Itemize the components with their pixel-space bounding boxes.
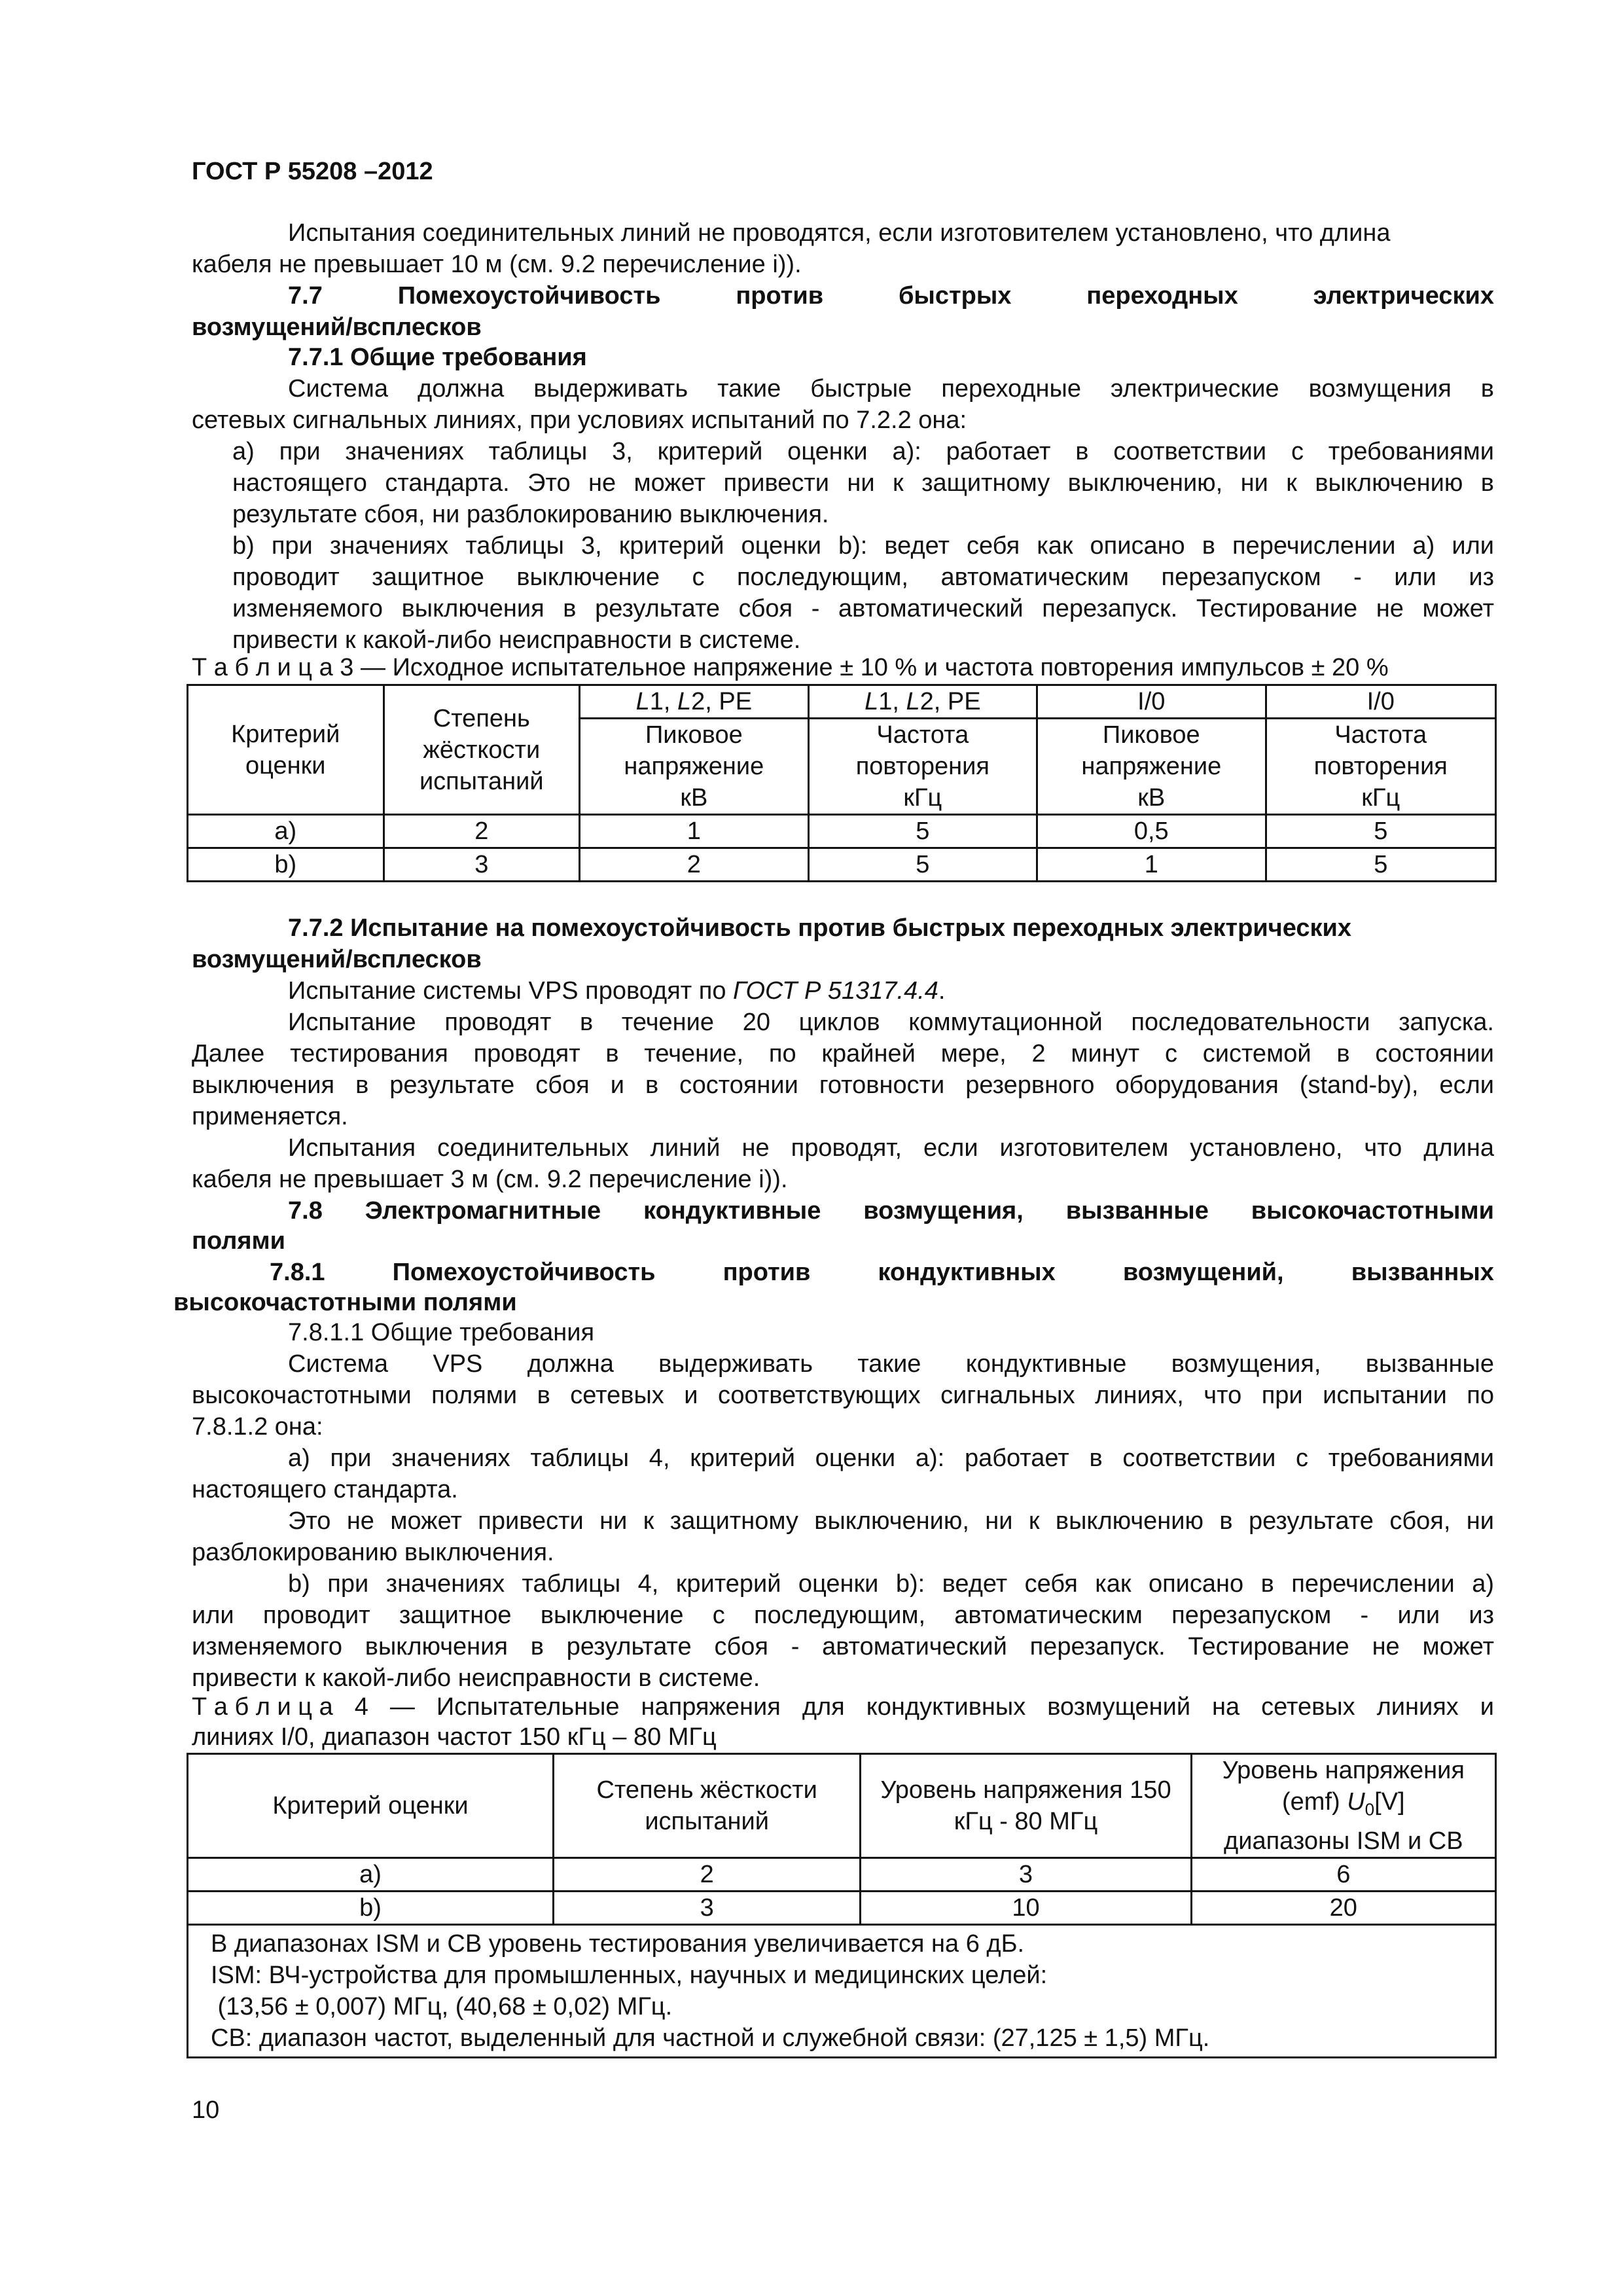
heading-word: 7.8	[288, 1197, 323, 1225]
header-peak: Пиковое напряжение кВ	[1037, 719, 1266, 815]
heading-word: возмущений,	[1122, 1259, 1284, 1286]
paragraph-line: применяется.	[192, 1103, 348, 1130]
list-item-b-line: изменяемого выключения в результате сбоя - автоматический перезапуск. Тестирование не может	[232, 595, 1494, 622]
list-item-b-line: привести к какой-либо неисправности в системе.	[232, 626, 801, 654]
cell: 20	[1191, 1891, 1495, 1924]
cell: 6	[1191, 1857, 1495, 1891]
paragraph-line: сетевых сигнальных линиях, при условиях испытаний по 7.2.2 она:	[192, 406, 967, 434]
paragraph-line: 7.8.1.2 она:	[192, 1413, 323, 1441]
paragraph-line: или проводит защитное выключение с последующим, автоматическим перезапуском - или из	[192, 1602, 1494, 1629]
cell: 3	[861, 1857, 1191, 1891]
heading-continuation: возмущений/всплесков	[192, 946, 482, 973]
table-notes-row	[188, 1924, 1496, 2057]
cell: a)	[188, 815, 384, 848]
paragraph-line: Испытания соединительных линий не проводятся, если изготовителем установлено, что длина	[288, 219, 1391, 247]
heading-word: против	[736, 282, 824, 310]
cell: 1	[1037, 848, 1266, 882]
header-group-io: I/0	[1266, 685, 1495, 719]
table-row	[188, 848, 1496, 882]
heading-word: Электромагнитные	[365, 1197, 601, 1225]
list-item-a-line: настоящего стандарта. Это не может привести ни к защитному выключению, ни к выключению в	[232, 469, 1494, 497]
table-3-caption	[192, 652, 1389, 683]
paragraph-line: кабеля не превышает 3 м (см. 9.2 перечисление i)).	[192, 1166, 788, 1193]
cell: 2	[383, 815, 580, 848]
table-4-caption: Т а б л и ц а 4 — Испытательные напряжения для кондуктивных возмущений на сетевых линиях и	[192, 1693, 1494, 1721]
heading-continuation: полями	[192, 1227, 286, 1255]
header-level: Уровень напряжения 150 кГц - 80 МГц	[861, 1754, 1191, 1858]
header-severity: Степень жёсткости испытаний	[554, 1754, 861, 1858]
cell: 10	[861, 1891, 1191, 1924]
cell: 5	[1266, 815, 1495, 848]
cell: 3	[554, 1891, 861, 1924]
paragraph-line: привести к какой-либо неисправности в системе.	[192, 1664, 760, 1692]
heading-word: возмущения,	[863, 1197, 1024, 1225]
cell: b)	[188, 848, 384, 882]
section-heading-7-7	[288, 280, 1494, 312]
section-heading-7-7-2: 7.7.2 Испытание на помехоустойчивость против быстрых переходных электрических	[288, 914, 1352, 942]
document-header: ГОСТ Р 55208 –2012	[192, 158, 433, 185]
header-group-lines: L1, L2, PE	[808, 685, 1037, 719]
paragraph-line: выключения в результате сбоя и в состоянии готовности резервного оборудования (stand-by), если	[192, 1071, 1494, 1099]
heading-number: 7.7	[288, 282, 323, 310]
cell: a)	[188, 1857, 554, 1891]
paragraph-line: Испытания соединительных линий не проводят, если изготовителем установлено, что длина	[288, 1134, 1494, 1162]
paragraph-line: Далее тестирования проводят в течение, по крайней мере, 2 минут с системой в состоянии	[192, 1040, 1494, 1067]
cell: 2	[554, 1857, 861, 1891]
paragraph-line: Испытание системы VPS проводят по ГОСТ Р 51317.4.4.	[288, 977, 946, 1005]
heading-continuation: высокочастотными полями	[173, 1289, 517, 1316]
header-severity: Степень жёсткости испытаний	[383, 685, 580, 815]
table-row	[188, 1857, 1496, 1891]
heading-word: Помехоустойчивость	[392, 1259, 656, 1286]
list-item-a: a) при значениях таблицы 4, критерий оценки a): работает в соответствии с требованиями	[288, 1444, 1494, 1472]
paragraph-line: настоящего стандарта.	[192, 1476, 458, 1503]
header-peak: Пиковое напряжение кВ	[580, 719, 808, 815]
paragraph-line: Это не может привести ни к защитному выключению, ни к выключению в результате сбоя, ни	[288, 1507, 1494, 1535]
caption-text: — Исходное испытательное напряжение ± 10 % и частота повторения импульсов ± 20 %	[353, 654, 1389, 681]
page-number: 10	[192, 2096, 220, 2124]
cell: 2	[580, 848, 808, 882]
paragraph-line: Система VPS должна выдерживать такие кондуктивные возмущения, вызванные	[288, 1350, 1494, 1378]
list-item-b: b) при значениях таблицы 3, критерий оценки b): ведет себя как описано в перечислении a) или	[232, 532, 1494, 560]
header-criterion: Критерий оценки	[188, 685, 384, 815]
paragraph-line: кабеля не превышает 10 м (см. 9.2 перечисление i)).	[192, 251, 802, 278]
list-item-b: b) при значениях таблицы 4, критерий оценки b): ведет себя как описано в перечислении a)	[288, 1570, 1494, 1598]
paragraph-line: Испытание проводят в течение 20 циклов коммутационной последовательности запуска.	[288, 1009, 1494, 1036]
paragraph-line: разблокированию выключения.	[192, 1539, 554, 1566]
note-line: ISM: ВЧ-устройства для промышленных, научных и медицинских целей:	[211, 1961, 1048, 1989]
heading-word: вызванных	[1351, 1259, 1494, 1286]
heading-word: против	[722, 1259, 811, 1286]
heading-word: переходных	[1086, 282, 1238, 310]
list-item-b-line: проводит защитное выключение с последующим, автоматическим перезапуском - или из	[232, 564, 1494, 591]
note-line: CB: диапазон частот, выделенный для частной и служебной связи: (27,125 ± 1,5) МГц.	[211, 2024, 1210, 2052]
heading-word: кондуктивных	[878, 1259, 1056, 1286]
heading-word: высокочастотными	[1251, 1197, 1494, 1225]
list-item-a-line: результате сбоя, ни разблокированию выключения.	[232, 501, 829, 528]
table-row	[188, 1891, 1496, 1924]
section-heading-7-8	[288, 1195, 1494, 1227]
header-criterion: Критерий оценки	[188, 1754, 554, 1858]
cell: b)	[188, 1891, 554, 1924]
heading-word: быстрых	[898, 282, 1012, 310]
header-group-io: I/0	[1037, 685, 1266, 719]
paragraph-line: изменяемого выключения в результате сбоя - автоматический перезапуск. Тестирование не может	[192, 1633, 1494, 1660]
cell: 1	[580, 815, 808, 848]
header-frequency: Частота повторения кГц	[808, 719, 1037, 815]
heading-word: Помехоустойчивость	[397, 282, 661, 310]
heading-word: 7.8.1	[270, 1259, 325, 1286]
cell: 0,5	[1037, 815, 1266, 848]
heading-word: электрических	[1313, 282, 1494, 310]
header-emf: Уровень напряжения (emf) $U_0[V]$ диапазоны ISM и CB	[1191, 1754, 1495, 1858]
header-frequency: Частота повторения кГц	[1266, 719, 1495, 815]
note-line: В диапазонах ISM и CB уровень тестирования увеличивается на 6 дБ.	[211, 1929, 1025, 1958]
section-heading-7-8-1-1: 7.8.1.1 Общие требования	[288, 1319, 595, 1346]
table-3	[187, 684, 1497, 882]
heading-word: вызванные	[1065, 1197, 1209, 1225]
note-line: (13,56 ± 0,007) МГц, (40,68 ± 0,02) МГц.	[211, 1992, 673, 2020]
cell: 5	[808, 848, 1037, 882]
standard-reference: ГОСТ Р 51317.4.4	[733, 977, 938, 1005]
cell: 5	[1266, 848, 1495, 882]
list-item-a: a) при значениях таблицы 3, критерий оценки a): работает в соответствии с требованиями	[232, 438, 1494, 465]
cell: 5	[808, 815, 1037, 848]
heading-word: кондуктивные	[643, 1197, 821, 1225]
heading-continuation: возмущений/всплесков	[192, 314, 482, 341]
table-4-caption-line: линиях I/0, диапазон частот 150 кГц – 80 МГц	[192, 1723, 717, 1751]
cell: 3	[383, 848, 580, 882]
section-heading-7-7-1: 7.7.1 Общие требования	[288, 344, 587, 371]
caption-prefix: Т а б л и ц а 3	[192, 654, 354, 681]
paragraph-line: высокочастотными полями в сетевых и соответствующих сигнальных линиях, что при испытании по	[192, 1382, 1494, 1409]
paragraph-line: Система должна выдерживать такие быстрые переходные электрические возмущения в	[288, 375, 1494, 403]
table-4	[187, 1753, 1497, 2058]
table-notes	[188, 1924, 1496, 2057]
header-group-lines: L1, L2, PE	[580, 685, 808, 719]
section-heading-7-8-1	[270, 1257, 1494, 1288]
table-row	[188, 815, 1496, 848]
